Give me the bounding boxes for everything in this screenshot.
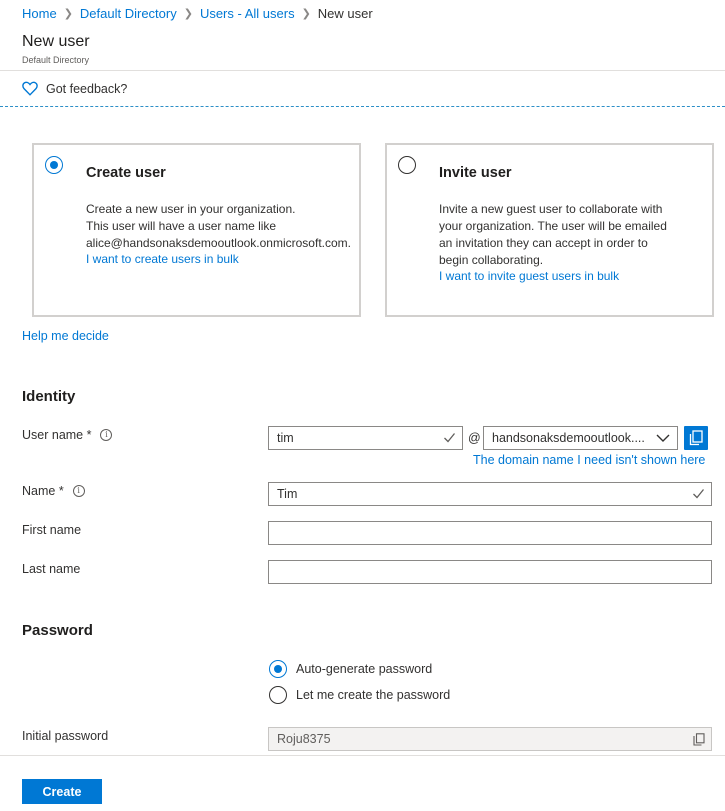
bulk-invite-link[interactable]: I want to invite guest users in bulk: [439, 269, 620, 283]
initial-password-value: Roju8375: [277, 732, 331, 746]
auto-generate-label: Auto-generate password: [296, 662, 433, 676]
invite-user-desc-line: your organization. The user will be emailed: [439, 219, 667, 233]
username-input[interactable]: [268, 426, 463, 450]
username-value: tim: [277, 431, 294, 445]
bulk-create-link[interactable]: I want to create users in bulk: [86, 252, 239, 266]
invite-user-card[interactable]: [385, 143, 714, 317]
username-label: [22, 428, 112, 442]
create-user-title: Create user: [86, 165, 166, 181]
name-input[interactable]: [268, 482, 712, 506]
info-icon[interactable]: i: [73, 485, 85, 497]
name-label: [22, 484, 85, 498]
chevron-right-icon: ❯: [183, 7, 193, 20]
create-user-card[interactable]: [32, 143, 361, 317]
breadcrumb-all-users[interactable]: Users - All users: [199, 5, 295, 21]
first-name-label: First name: [22, 523, 82, 537]
create-user-description: [86, 201, 386, 252]
initial-password-field: [268, 727, 712, 751]
breadcrumb-home[interactable]: Home: [22, 5, 57, 21]
copy-icon[interactable]: [693, 733, 705, 746]
create-user-desc-line: This user will have a user name like: [86, 219, 277, 233]
password-section-title: Password: [22, 622, 93, 639]
invite-user-radio[interactable]: [398, 156, 416, 174]
last-name-label: Last name: [22, 562, 81, 576]
custom-password-option[interactable]: [269, 686, 450, 704]
chevron-right-icon: ❯: [63, 7, 73, 20]
invite-user-description: [439, 201, 725, 269]
last-name-input[interactable]: [268, 560, 712, 584]
create-user-desc-line: alice@handsonaksdemooutlook.onmicrosoft.com.: [86, 236, 351, 250]
header-divider: [0, 70, 725, 71]
feedback-button[interactable]: [22, 81, 127, 96]
feedback-divider: [0, 106, 725, 107]
chevron-right-icon: ❯: [301, 7, 311, 20]
domain-not-shown-link[interactable]: The domain name I need isn't shown here: [473, 453, 706, 467]
create-user-radio[interactable]: [45, 156, 63, 174]
check-icon: [443, 431, 456, 444]
breadcrumb-default-directory[interactable]: Default Directory: [79, 5, 177, 21]
help-me-decide-link[interactable]: Help me decide: [22, 329, 109, 343]
invite-user-title: Invite user: [439, 165, 512, 181]
auto-generate-password-option[interactable]: [269, 660, 432, 678]
chevron-down-icon: [656, 432, 670, 444]
page-title: New user: [22, 33, 90, 50]
check-icon: [692, 487, 705, 500]
name-label-text: Name *: [22, 484, 64, 498]
copy-username-button[interactable]: [684, 426, 708, 450]
auto-generate-radio[interactable]: [269, 660, 287, 678]
invite-user-desc-line: an invitation they can accept in order to: [439, 236, 648, 250]
feedback-label: Got feedback?: [46, 81, 128, 96]
custom-password-radio[interactable]: [269, 686, 287, 704]
custom-password-label: Let me create the password: [296, 688, 451, 702]
breadcrumb-current: New user: [317, 5, 373, 21]
initial-password-label: Initial password: [22, 729, 109, 743]
info-icon[interactable]: i: [100, 429, 112, 441]
domain-dropdown[interactable]: [483, 426, 678, 450]
footer-divider: [0, 755, 725, 756]
identity-section-title: Identity: [22, 388, 76, 405]
create-user-desc-line: Create a new user in your organization.: [86, 202, 296, 216]
name-value: Tim: [277, 487, 298, 501]
domain-value: handsonaksdemooutlook....: [492, 431, 645, 445]
page-subtitle: Default Directory: [22, 55, 90, 65]
invite-user-desc-line: Invite a new guest user to collaborate with: [439, 202, 663, 216]
copy-icon: [689, 430, 703, 446]
username-label-text: User name *: [22, 428, 92, 442]
create-button[interactable]: Create: [22, 779, 102, 804]
heart-icon: [22, 81, 38, 96]
breadcrumb: [22, 5, 373, 21]
first-name-input[interactable]: [268, 521, 712, 545]
invite-user-desc-line: begin collaborating.: [439, 253, 544, 267]
at-symbol: @: [468, 431, 481, 445]
